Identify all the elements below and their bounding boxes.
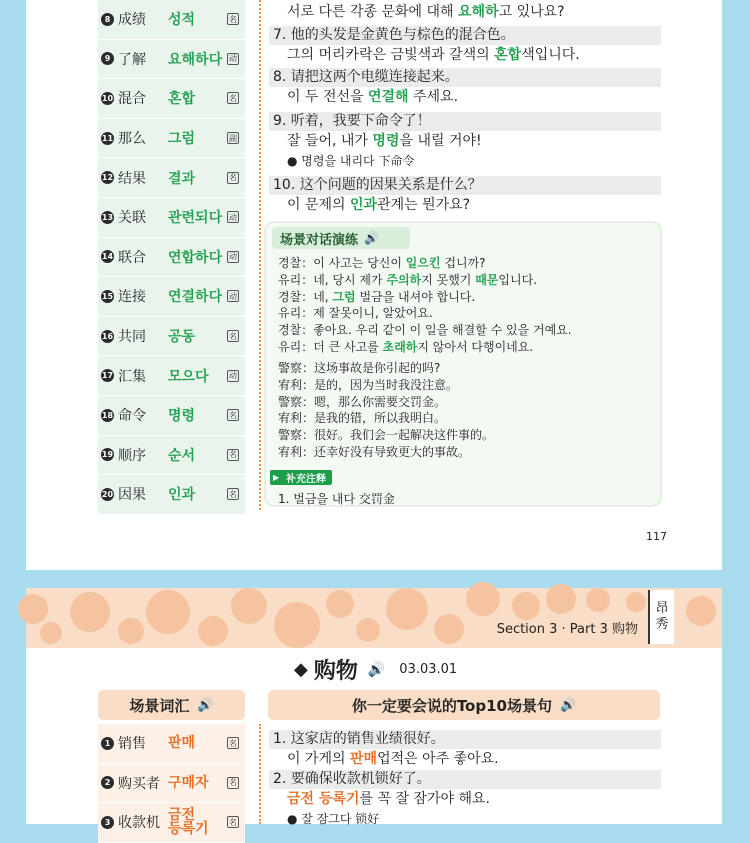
- sentence-10-korean: 이 문제의 인과관계는 뭔가요?: [287, 197, 471, 213]
- banner-dot: [198, 616, 228, 646]
- sentence-9-chinese: 9. 听着，我要下命令了！: [269, 112, 661, 131]
- banner-dot: [546, 584, 576, 614]
- vocab-chinese: 因果: [118, 487, 146, 504]
- dialog-line-chinese: [278, 410, 494, 427]
- dialog-line-chinese: [278, 394, 494, 411]
- colon: ：: [302, 428, 315, 443]
- vocab-chinese: 顺序: [118, 447, 146, 464]
- vocab-number: 15: [101, 291, 114, 301]
- vocab-number: 11: [101, 133, 114, 143]
- colon: ：: [301, 272, 314, 287]
- vocab-list: [98, 724, 245, 843]
- audio-speaker-icon[interactable]: 🔊: [367, 661, 386, 678]
- speaker-name: 警察: [278, 394, 303, 409]
- section-label: Section 3 · Part 3 购物: [496, 622, 638, 637]
- vocab-row: [98, 396, 245, 436]
- dialog-korean-lines: [278, 255, 572, 356]
- topic-title-row: [294, 654, 457, 685]
- vocab-row: [98, 317, 245, 357]
- banner-dot: [118, 618, 144, 644]
- dialog-text: 벌금을 내셔야 합니다.: [355, 289, 476, 304]
- dialog-line-korean: [278, 322, 572, 339]
- diamond-icon: ◆: [294, 659, 308, 680]
- speaker-name: 유리: [278, 306, 302, 321]
- banner-dot: [326, 590, 354, 618]
- vocab-number: 13: [101, 212, 114, 222]
- vocab-chinese: 那么: [118, 131, 146, 148]
- vocab-row: [98, 764, 245, 804]
- audio-speaker-icon[interactable]: 🔊: [364, 231, 379, 245]
- dialog-text: 还幸好没有导致更大的事故。: [314, 444, 471, 459]
- vocab-korean: 금전 등록기: [168, 807, 209, 838]
- dialog-text: 좋아요. 우리 같이 이 일을 해결할 수 있을 거예요.: [313, 323, 572, 338]
- vocab-number: 16: [101, 331, 114, 341]
- dialog-practice-box: [264, 221, 662, 507]
- vocab-chinese: 了解: [118, 51, 146, 68]
- part-of-speech-badge: 名: [229, 331, 237, 341]
- vocab-row: [98, 198, 245, 238]
- dialog-text: 네,: [313, 289, 333, 304]
- vocab-chinese: 成绩: [118, 12, 146, 29]
- sentence-2-korean: 금전 등록기를 꼭 잘 잠가야 해요.: [287, 791, 490, 807]
- colon: ：: [301, 306, 314, 321]
- dialog-text: 이 사고는 당신이: [313, 256, 406, 270]
- part-of-speech-badge: 动: [229, 252, 237, 262]
- sentence-list: [269, 0, 661, 216]
- part-of-speech-badge: 名: [229, 738, 237, 748]
- speaker-name: 宥利: [278, 411, 303, 426]
- vocab-chinese: 连接: [118, 289, 146, 306]
- sentence-7-chinese: 7. 他的头发是金黄色与棕色的混合色。: [269, 26, 661, 45]
- dialog-line-korean: [278, 272, 572, 289]
- banner-dot: [586, 588, 610, 612]
- vocab-chinese: 购买者: [118, 775, 160, 792]
- banner-dot: [512, 592, 540, 620]
- vocab-list: [98, 0, 245, 515]
- dialog-text: 是我的错，所以我明白。: [314, 411, 447, 426]
- audio-speaker-icon[interactable]: 🔊: [197, 697, 214, 713]
- dialog-text: 겁니까?: [440, 256, 486, 270]
- vocab-chinese: 命令: [118, 408, 146, 425]
- vocab-row: [98, 724, 245, 764]
- vocab-korean: 그럼: [168, 131, 196, 148]
- sentence-list: [269, 730, 661, 828]
- speaker-name: 경찰: [278, 323, 302, 338]
- vocab-number: 9: [101, 52, 114, 65]
- banner-dot: [231, 588, 267, 624]
- dialog-chinese-lines: [278, 360, 494, 461]
- vocab-korean: 관련되다: [168, 210, 223, 227]
- dialog-text: 是的，因为当时我没注意。: [314, 377, 459, 392]
- vocab-korean: 구매자: [168, 774, 209, 791]
- sentence-2-chinese: 2. 要确保收款机锁好了。: [269, 770, 661, 789]
- dialog-heading: 场景对话演练 🔊: [272, 227, 410, 249]
- speaker-name: 警察: [278, 361, 303, 375]
- part-of-speech-badge: 动: [229, 371, 237, 381]
- colon: ：: [302, 411, 315, 426]
- vocab-number: 12: [101, 173, 114, 183]
- highlight-word: 그럼: [332, 289, 356, 304]
- page-117: [26, 0, 722, 570]
- vocab-korean: 요해하다: [168, 51, 223, 68]
- banner-dot: [356, 618, 380, 642]
- topic-title: 购物: [313, 659, 358, 684]
- sentence-1-korean: 이 가게의 판매업적은 아주 좋아요.: [287, 751, 499, 767]
- colon: ：: [302, 394, 315, 409]
- column-divider: [259, 724, 261, 824]
- vocab-number: 2: [101, 776, 114, 789]
- highlight-word: 초래하: [382, 339, 418, 354]
- dialog-line-korean: [278, 339, 572, 356]
- speaker-name: 유리: [278, 339, 302, 354]
- vocab-number: 8: [101, 13, 114, 26]
- vocab-row: [98, 277, 245, 317]
- vocab-row: [98, 158, 245, 198]
- part-of-speech-badge: 名: [229, 93, 237, 103]
- vocab-number: 3: [101, 816, 114, 829]
- dialog-line-chinese: [278, 427, 494, 444]
- vocab-heading: 场景词汇 🔊: [98, 690, 245, 720]
- colon: ：: [301, 256, 314, 270]
- dialog-text: 더 큰 사고를: [313, 339, 383, 354]
- vocab-korean: 혼합: [168, 91, 196, 108]
- vocab-korean: 결과: [168, 170, 196, 187]
- vocab-chinese: 汇集: [118, 368, 146, 385]
- dialog-line-korean: [278, 305, 572, 322]
- colon: ：: [302, 444, 315, 459]
- sentences-heading: 你一定要会说的Top10场景句 🔊: [268, 690, 660, 720]
- part-of-speech-badge: 副: [229, 133, 237, 143]
- dialog-text: 很好。我们会一起解决这件事的。: [314, 428, 495, 443]
- vocab-row: [98, 475, 245, 515]
- dialog-text: 嗯，那么你需要交罚金。: [314, 394, 447, 409]
- sentence-8-korean: 이 두 전선을 연결해 주세요.: [287, 89, 459, 105]
- highlight-word: 일으킨: [405, 256, 441, 270]
- dialog-line-korean: [278, 255, 572, 272]
- vocab-row: [98, 436, 245, 476]
- banner-dot: [18, 594, 48, 624]
- supplementary-note-badge: ▶ 补充注释: [270, 470, 332, 485]
- vocab-row: [98, 79, 245, 119]
- vocab-korean: 연합하다: [168, 249, 223, 266]
- banner-dot: [146, 590, 190, 634]
- vocab-chinese: 混合: [118, 91, 146, 108]
- page-shopping: [26, 588, 722, 838]
- colon: ：: [301, 289, 314, 304]
- supplementary-note-text: 1. 벌금을 내다 交罚金: [278, 492, 395, 506]
- vocab-chinese: 共同: [118, 329, 146, 346]
- part-of-speech-badge: 名: [229, 489, 237, 499]
- vocab-chinese: 结果: [118, 170, 146, 187]
- vocab-chinese: 收款机: [118, 815, 160, 832]
- banner-dot: [686, 596, 716, 626]
- highlight-word: 주의하: [386, 272, 422, 287]
- section-banner: [26, 588, 722, 648]
- vocab-chinese: 关联: [118, 210, 146, 227]
- banner-dot: [466, 582, 500, 616]
- dialog-text: 지 못했기: [421, 272, 476, 287]
- vocab-korean: 판매: [168, 735, 196, 752]
- vocab-row: [98, 356, 245, 396]
- sentence-8-chinese: 8. 请把这两个电缆连接起来。: [269, 68, 661, 87]
- dialog-line-korean: [278, 289, 572, 306]
- dialog-line-chinese: [278, 377, 494, 394]
- speaker-name: 宥利: [278, 444, 303, 459]
- vocab-number: 20: [101, 489, 114, 499]
- dialog-text: 네, 당시 제가: [313, 272, 387, 287]
- vocab-korean: 모으다: [168, 368, 209, 385]
- page-number: 117: [646, 530, 667, 543]
- vocab-number: 18: [101, 410, 114, 420]
- dialog-line-chinese: [278, 444, 494, 461]
- banner-dot: [274, 602, 320, 648]
- banner-dot: [386, 588, 428, 630]
- vocab-row: [98, 238, 245, 278]
- vocab-row: [98, 0, 245, 40]
- sentence-7-korean-translation: 그의 머리카락은 금빛색과 갈색의 혼합색입니다.: [287, 47, 580, 63]
- banner-dot: [626, 592, 646, 612]
- vocab-korean: 인과: [168, 487, 196, 504]
- vocab-number: 17: [101, 371, 114, 381]
- part-of-speech-badge: 名: [229, 450, 237, 460]
- sentence-10-chinese: 10. 这个问题的因果关系是什么？: [269, 176, 661, 195]
- speaker-name: 유리: [278, 272, 302, 287]
- colon: ：: [302, 361, 315, 375]
- vocab-chinese: 销售: [118, 736, 146, 753]
- vocab-row: [98, 803, 245, 843]
- colon: ：: [302, 377, 315, 392]
- dialog-text: 这场事故是你引起的吗?: [314, 361, 441, 375]
- vocab-korean: 성적: [168, 12, 196, 29]
- dialog-text: 제 잘못이니, 알았어요.: [313, 306, 433, 321]
- part-of-speech-badge: 动: [229, 54, 237, 64]
- vocab-number: 10: [101, 93, 114, 103]
- part-of-speech-badge: 名: [229, 778, 237, 788]
- part-of-speech-badge: 动: [229, 212, 237, 222]
- colon: ：: [301, 323, 314, 338]
- vocab-chinese: 联合: [118, 249, 146, 266]
- sentence-1-chinese: 1. 这家店的销售业绩很好。: [269, 730, 661, 749]
- dialog-text: 입니다.: [498, 272, 537, 287]
- vocab-row: [98, 119, 245, 159]
- sentence-9-note: ● 명령을 내리다 下命令: [287, 154, 415, 168]
- part-of-speech-badge: 动: [229, 291, 237, 301]
- banner-dot: [434, 614, 464, 644]
- speaker-name: 警察: [278, 428, 303, 443]
- colon: ：: [301, 339, 314, 354]
- vocab-number: 19: [101, 450, 114, 460]
- speaker-name: 경찰: [278, 256, 302, 270]
- side-tab-char: 昂: [655, 601, 669, 616]
- speaker-name: 宥利: [278, 377, 303, 392]
- banner-dot: [70, 592, 110, 632]
- side-tab-char: 秀: [655, 617, 669, 632]
- speaker-name: 경찰: [278, 289, 302, 304]
- part-of-speech-badge: 名: [229, 410, 237, 420]
- audio-track-number: 03.03.01: [399, 662, 458, 677]
- part-of-speech-badge: 名: [229, 173, 237, 183]
- vocab-number: 14: [101, 252, 114, 262]
- vocab-row: [98, 40, 245, 80]
- sentence-2-note: ● 잘 잠그다 锁好: [287, 812, 380, 826]
- side-tab: [648, 590, 674, 644]
- highlight-word: 때문: [475, 272, 499, 287]
- vocab-number: 1: [101, 737, 114, 750]
- vocab-korean: 연결하다: [168, 289, 223, 306]
- vocab-korean: 공동: [168, 329, 196, 346]
- column-divider: [259, 0, 261, 510]
- dialog-line-chinese: [278, 360, 494, 377]
- dialog-text: 지 않아서 다행이네요.: [417, 339, 534, 354]
- banner-dot: [40, 622, 62, 644]
- part-of-speech-badge: 名: [229, 14, 237, 24]
- vocab-korean: 순서: [168, 447, 196, 464]
- audio-speaker-icon[interactable]: 🔊: [559, 697, 577, 713]
- sentence-7-korean: 서로 다른 각종 문화에 대해 요해하고 있나요?: [287, 4, 565, 20]
- vocab-korean: 명령: [168, 408, 196, 425]
- part-of-speech-badge: 名: [229, 817, 237, 827]
- sentence-9-korean: 잘 들어, 내가 명령을 내릴 거야!: [287, 133, 482, 149]
